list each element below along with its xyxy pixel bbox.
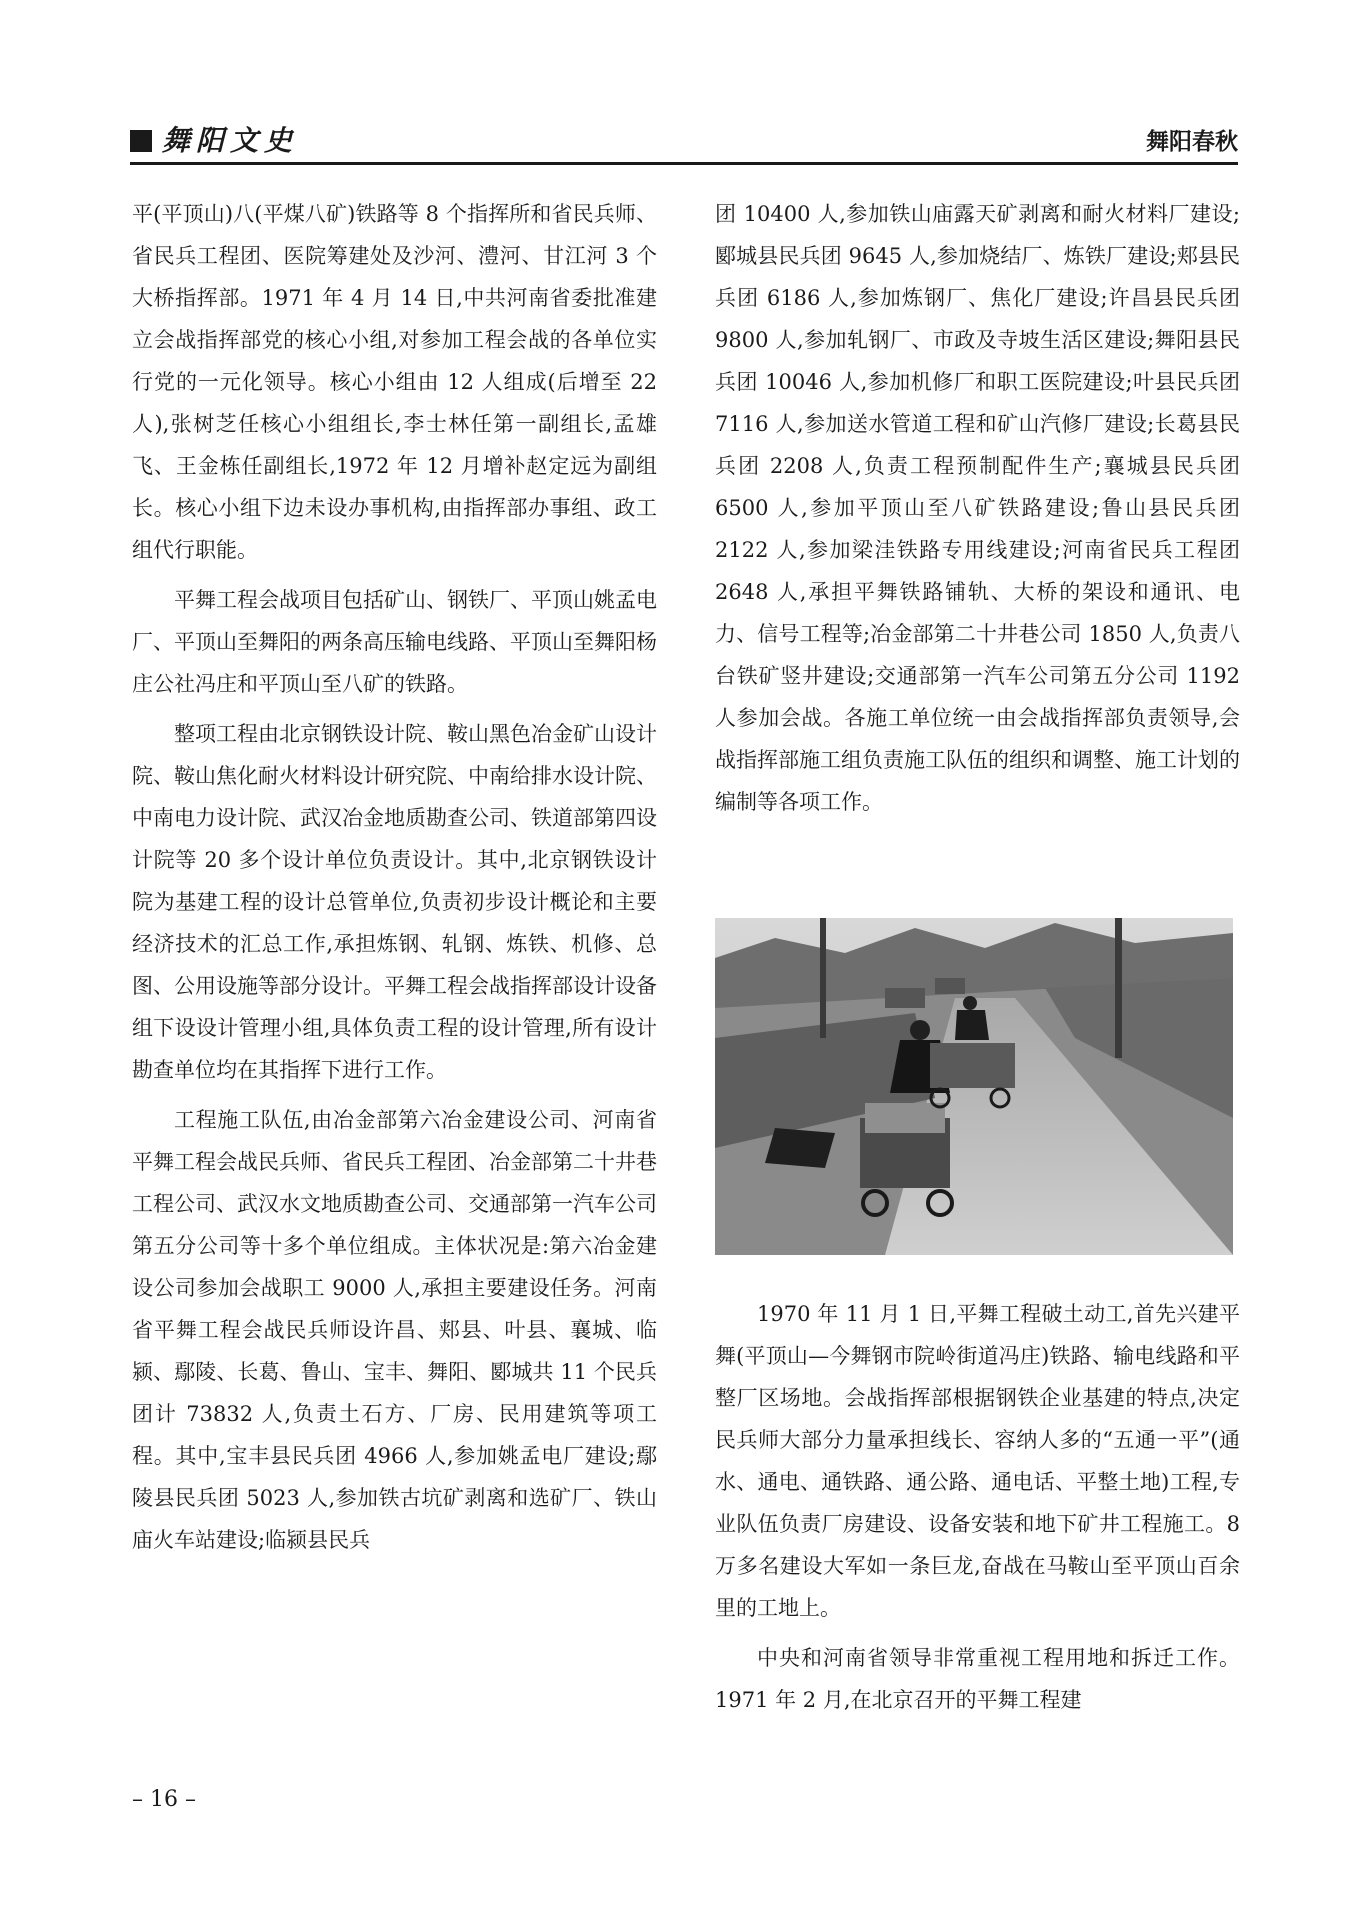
paragraph: 平舞工程会战项目包括矿山、钢铁厂、平顶山姚孟电厂、平顶山至舞阳的两条高压输电线路、平顶山至舞阳杨庄公社冯庄和平顶山至八矿的铁路。 (132, 588, 657, 696)
journal-title: 舞阳文史 (162, 124, 299, 157)
paragraph: 工程施工队伍,由冶金部第六冶金建设公司、河南省平舞工程会战民兵师、省民兵工程团、冶金部第二十井巷工程公司、武汉水文地质勘查公司、交通部第一汽车公司第五分公司等十多个单位组成。主体状况是:第六冶金建设公司参加会战职工 9000 人,承担主要建设任务。河南省平舞工程会战民兵师设许昌、郏县、叶县、襄城、临颍、鄢陵、长葛、鲁山、宝丰、舞阳、郾城共 11 个民兵团计 73832 人,负责土石方、厂房、民用建筑等项工程。其中,宝丰县民兵团 4966 人,参加姚孟电厂建设;鄢陵县民兵团 5023 人,参加铁古坑矿剥离和选矿厂、铁山庙火车站建设;临颍县民兵 (132, 1108, 657, 1552)
left-column (132, 193, 657, 1561)
header-rule (130, 162, 1238, 165)
right-column (715, 193, 1240, 823)
page-number: – 16 – (132, 1787, 196, 1812)
paragraph: 中央和河南省领导非常重视工程用地和拆迁工作。1971 年 2 月,在北京召开的平舞工程建 (715, 1646, 1240, 1712)
photo-caption (715, 1293, 1240, 1721)
paragraph: 平(平顶山)八(平煤八矿)铁路等 8 个指挥所和省民兵师、省民兵工程团、医院筹建处及沙河、澧河、甘江河 3 个大桥指挥部。1971 年 4 月 14 日,中共河南省委批准建立会战指挥部党的核心小组,对参加工程会战的各单位实行党的一元化领导。核心小组由 12 人组成(后增至 22 人),张树芝任核心小组组长,李士林任第一副组长,孟雄飞、王金栋任副组长,1972 年 12 月增补赵定远为副组长。核心小组下边未设办事机构,由指挥部办事组、政工组代行职能。 (132, 202, 657, 562)
paragraph: 整项工程由北京钢铁设计院、鞍山黑色冶金矿山设计院、鞍山焦化耐火材料设计研究院、中南给排水设计院、中南电力设计院、武汉冶金地质勘查公司、铁道部第四设计院等 20 多个设计单位负责设计。其中,北京钢铁设计院为基建工程的设计总管单位,负责初步设计概论和主要经济技术的汇总工作,承担炼钢、轧钢、炼铁、机修、总图、公用设施等部分设计。平舞工程会战指挥部设计设备组下设设计管理小组,具体负责工程的设计管理,所有设计勘查单位均在其指挥下进行工作。 (132, 722, 657, 1082)
paragraph: 1970 年 11 月 1 日,平舞工程破土动工,首先兴建平舞(平顶山—今舞钢市院岭街道冯庄)铁路、输电线路和平整厂区场地。会战指挥部根据钢铁企业基建的特点,决定民兵师大部分力量承担线长、容纳人多的“五通一平”(通水、通电、通铁路、通公路、通电话、平整土地)工程,专业队伍负责厂房建设、设备安装和地下矿井工程施工。8 万多名建设大军如一条巨龙,奋战在马鞍山至平顶山百余里的工地上。 (715, 1302, 1240, 1620)
header-square-mark (130, 130, 152, 152)
paragraph: 团 10400 人,参加铁山庙露天矿剥离和耐火材料厂建设;郾城县民兵团 9645 人,参加烧结厂、炼铁厂建设;郏县民兵团 6186 人,参加炼钢厂、焦化厂建设;许昌县民兵团 9800 人,参加轧钢厂、市政及寺坡生活区建设;舞阳县民兵团 10046 人,参加机修厂和职工医院建设;叶县民兵团 7116 人,参加送水管道工程和矿山汽修厂建设;长葛县民兵团 2208 人,负责工程预制配件生产;襄城县民兵团 6500 人,参加平顶山至八矿铁路建设;鲁山县民兵团 2122 人,参加梁洼铁路专用线建设;河南省民兵工程团 2648 人,承担平舞铁路铺轨、大桥的架设和通讯、电力、信号工程等;冶金部第二十井巷公司 1850 人,负责八台铁矿竖井建设;交通部第一汽车公司第五分公司 1192 人参加会战。各施工单位统一由会战指挥部负责领导,会战指挥部施工组负责施工队伍的组织和调整、施工计划的编制等各项工作。 (715, 202, 1240, 814)
construction-photo (715, 918, 1233, 1255)
section-title: 舞阳春秋 (1146, 129, 1238, 155)
